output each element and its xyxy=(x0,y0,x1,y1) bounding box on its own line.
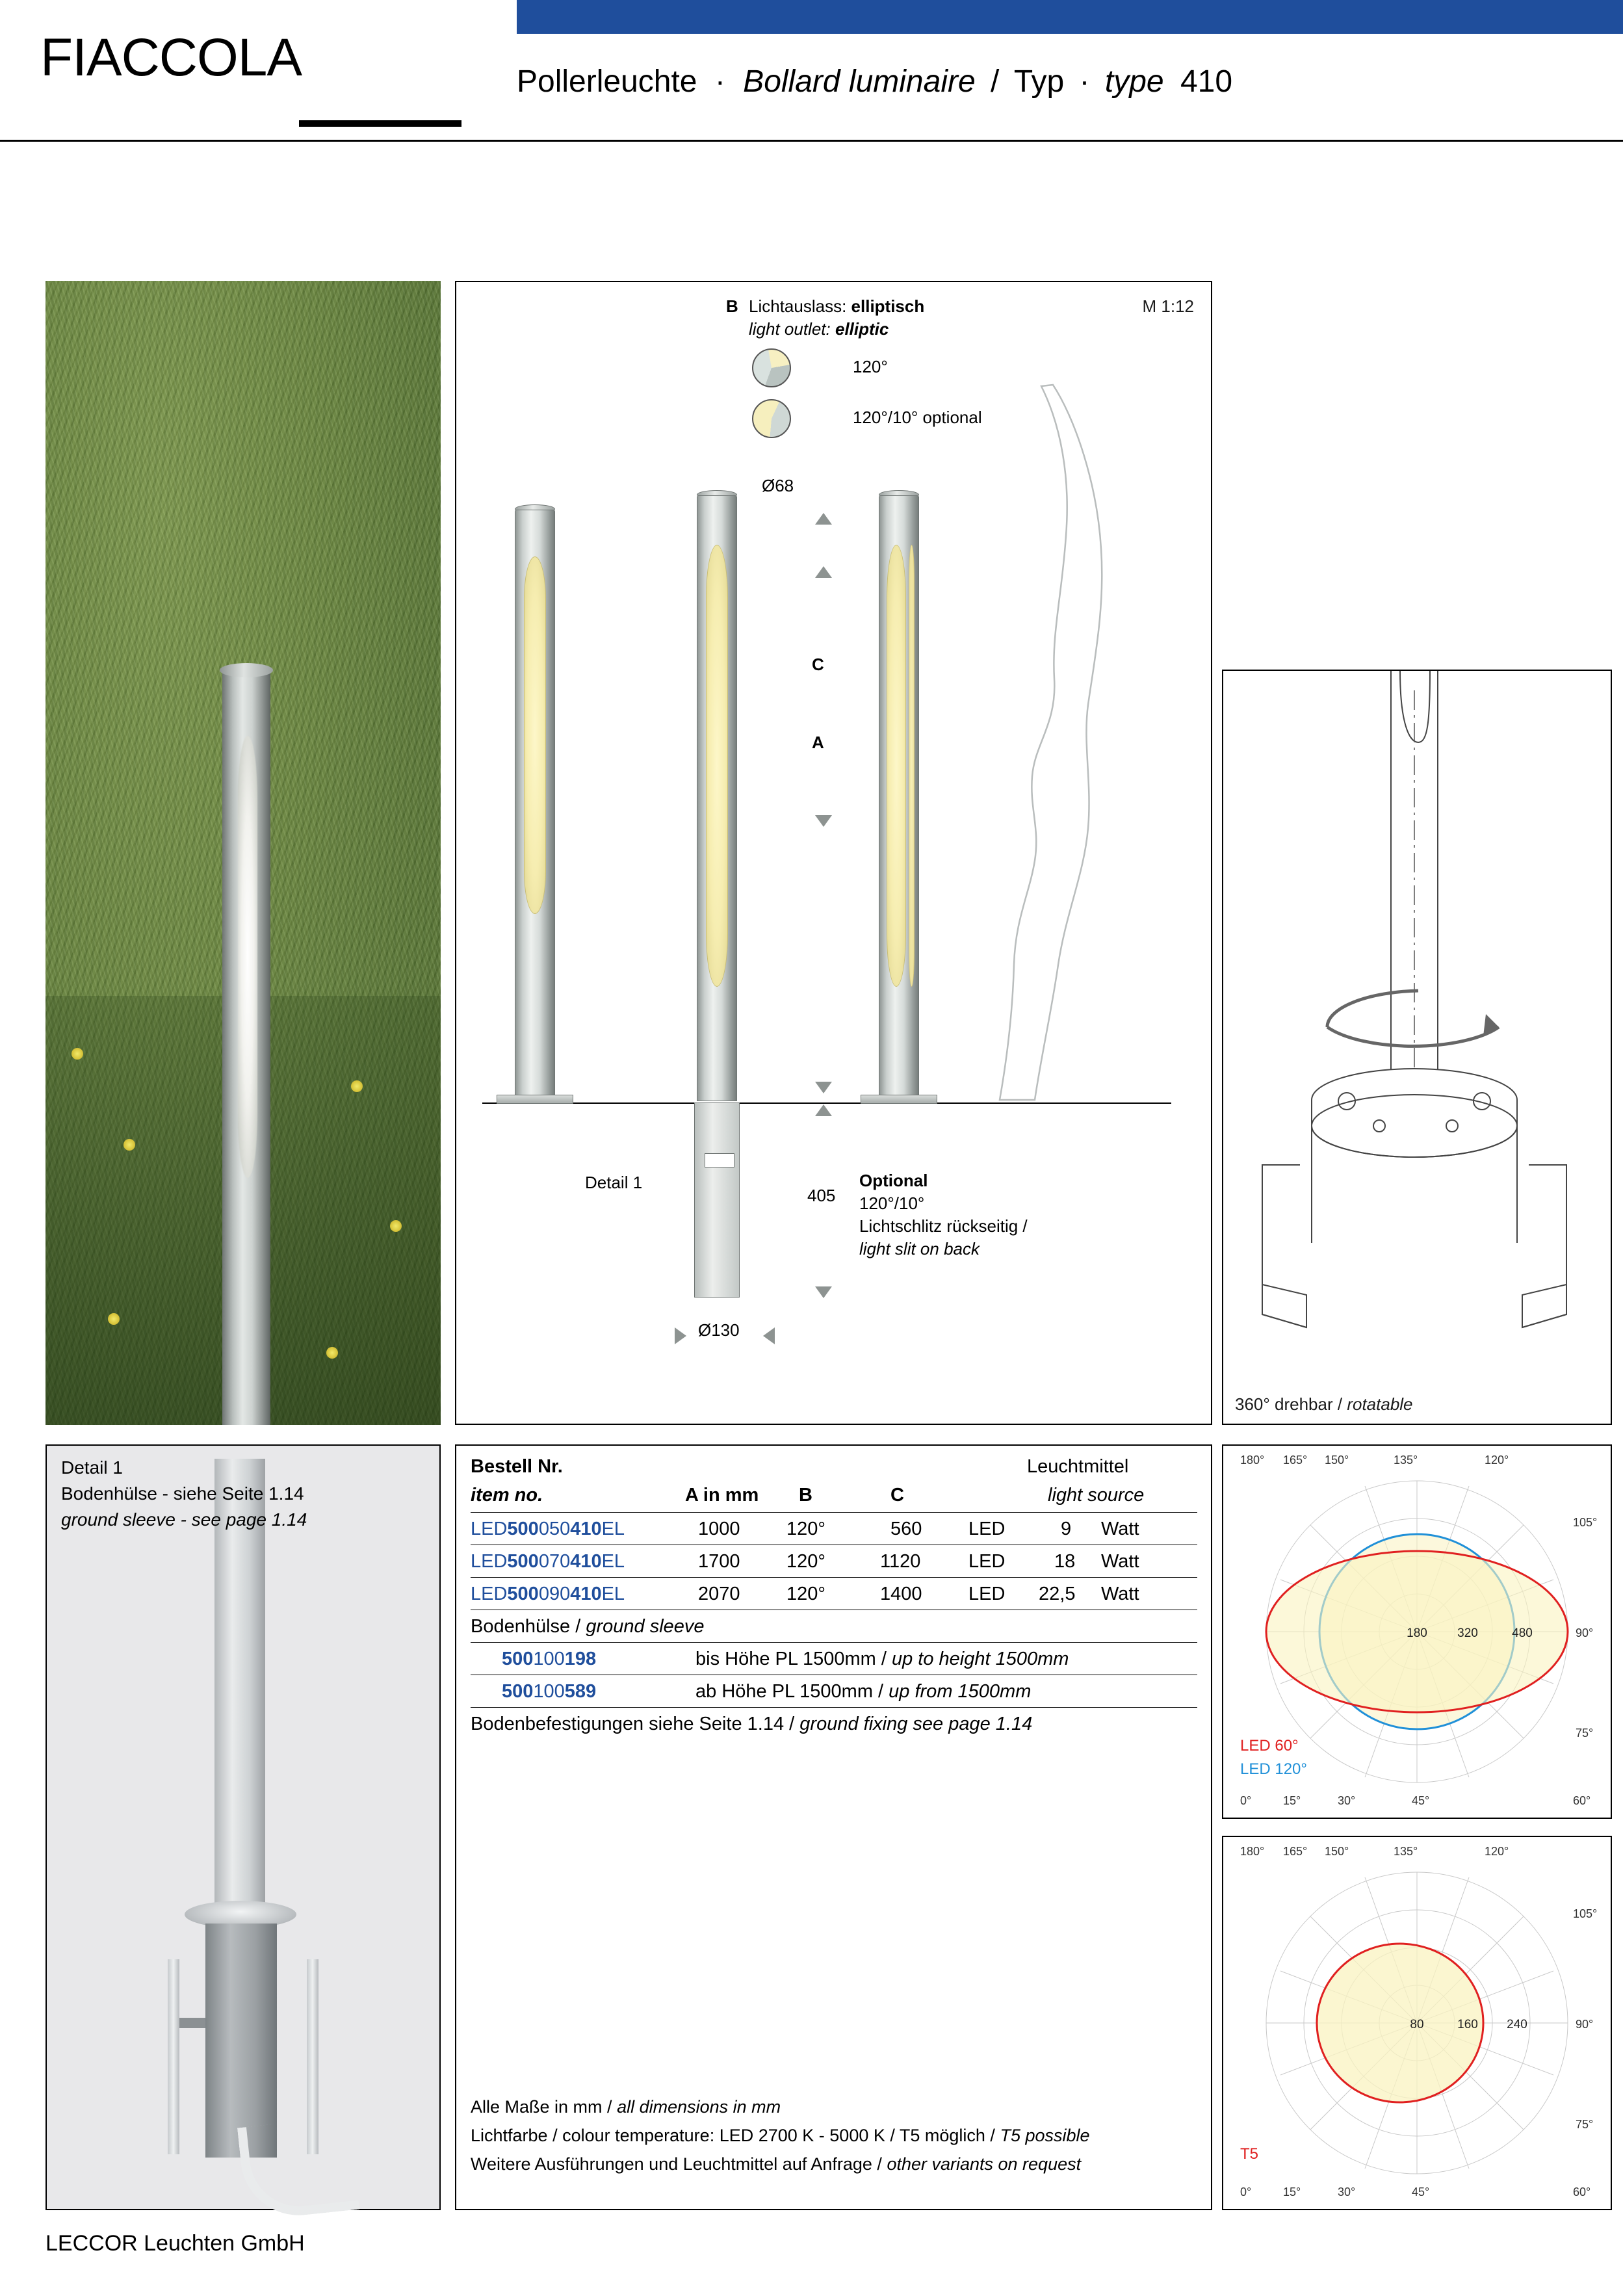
table-rule xyxy=(471,1642,1197,1643)
polar-led-angle-60: 60° xyxy=(1573,1794,1591,1807)
dandelion-icon xyxy=(123,1139,135,1151)
col-header-b: B xyxy=(799,1485,812,1506)
scale-note: M 1:12 xyxy=(1142,296,1194,316)
detail-1-line-1: Detail 1 xyxy=(61,1457,123,1478)
polar-led-angle-120: 120° xyxy=(1485,1454,1509,1467)
dim-arrow-up-icon xyxy=(815,513,832,525)
row-3-source: LED xyxy=(968,1584,1006,1604)
svg-text:80: 80 xyxy=(1410,2018,1424,2031)
svg-text:160: 160 xyxy=(1457,2018,1478,2031)
row-2-a: 1700 xyxy=(698,1551,740,1572)
note-colour-temperature-en: T5 possible xyxy=(1000,2126,1090,2145)
bollard-2-light-slot xyxy=(706,545,728,987)
code-prefix: LED xyxy=(471,1551,508,1572)
polar-led-angle-165: 165° xyxy=(1283,1454,1308,1467)
light-source-header-en: light source xyxy=(1048,1485,1145,1506)
polar-led-angle-30: 30° xyxy=(1338,1794,1356,1807)
dim-arrow-down-icon xyxy=(815,1082,832,1093)
title-de: Pollerleuchte xyxy=(517,64,697,99)
order-header-de: Bestell Nr. xyxy=(471,1456,563,1477)
legend-led-60: LED 60° xyxy=(1240,1737,1299,1755)
row-3-c: 1400 xyxy=(880,1584,922,1604)
type-de: Typ xyxy=(1013,64,1065,99)
table-row xyxy=(502,1681,596,1702)
rotatable-detail-drawing xyxy=(1223,671,1611,1424)
svg-text:180: 180 xyxy=(1407,1626,1427,1640)
detail-1-line-3: ground sleeve - see page 1.14 xyxy=(61,1509,307,1530)
sleeve-code-part-2: 100 xyxy=(533,1681,565,1702)
note-colour-temperature-de: Lichtfarbe / colour temperature: LED 2700 K - 5000 K / T5 möglich / xyxy=(471,2126,995,2145)
ground-fixing-note-de: Bodenbefestigungen siehe Seite 1.14 / xyxy=(471,1714,795,1734)
polar-diagram-t5 xyxy=(1222,1836,1612,2210)
dandelion-icon xyxy=(71,1048,83,1060)
outlet-marker: B xyxy=(726,296,738,316)
table-rule xyxy=(471,1577,1197,1578)
table-row xyxy=(471,1519,625,1540)
dim-arrow-left-icon xyxy=(763,1327,775,1344)
dim-label-c: C xyxy=(812,655,824,674)
sleeve-code-part-1: 500 xyxy=(502,1681,534,1702)
polar-t5-angle-165: 165° xyxy=(1283,1845,1308,1858)
svg-text:320: 320 xyxy=(1457,1626,1478,1640)
sleeve-code-part-3: 589 xyxy=(564,1681,597,1702)
title-separator: · xyxy=(714,64,725,99)
polar-t5-angle-45: 45° xyxy=(1412,2185,1430,2198)
code-part-4: 410 xyxy=(570,1584,602,1604)
note-dimensions xyxy=(471,2097,781,2117)
polar-led-angle-75: 75° xyxy=(1576,1727,1594,1740)
dim-arrow-down-icon xyxy=(815,815,832,827)
code-suffix: EL xyxy=(601,1519,625,1539)
svg-text:480: 480 xyxy=(1512,1626,1533,1640)
row-3-a: 2070 xyxy=(698,1584,740,1604)
beam-angle-2: 120°/10° optional xyxy=(853,408,982,427)
sleeve-code-part-2: 100 xyxy=(533,1649,565,1669)
optional-title: Optional xyxy=(859,1171,928,1190)
render-anchor-left xyxy=(168,1959,179,2154)
row-3-b: 120° xyxy=(786,1584,825,1604)
dandelion-icon xyxy=(326,1347,338,1359)
legend-led-120: LED 120° xyxy=(1240,1760,1307,1778)
polar-led-angle-15: 15° xyxy=(1283,1794,1301,1807)
photo-light-slot xyxy=(238,736,257,1178)
polar-led-angle-105: 105° xyxy=(1573,1516,1598,1529)
bollard-1-light-slot xyxy=(524,556,546,914)
row-1-source: LED xyxy=(968,1519,1006,1539)
polar-t5-angle-135: 135° xyxy=(1394,1845,1418,1858)
sleeve-row-2-desc-en: up from 1500mm xyxy=(889,1681,1032,1702)
technical-drawing-panel xyxy=(455,281,1212,1425)
polar-t5-angle-75: 75° xyxy=(1576,2118,1594,2131)
dandelion-icon xyxy=(108,1313,120,1325)
sleeve-row-1-desc xyxy=(695,1649,1069,1670)
polar-plot-t5 xyxy=(1223,1837,1611,2209)
dandelion-icon xyxy=(351,1080,363,1092)
dim-arrow-right-icon xyxy=(675,1327,686,1344)
optional-de: Lichtschlitz rückseitig / xyxy=(859,1216,1028,1236)
beam-swatch-120-10-icon xyxy=(752,399,791,438)
table-row xyxy=(502,1649,596,1670)
note-variants-en: other variants on request xyxy=(887,2154,1082,2174)
col-header-a: A in mm xyxy=(685,1485,759,1506)
note-colour-temperature xyxy=(471,2126,1090,2146)
ground-sleeve-subtitle-de: Bodenhülse xyxy=(471,1616,571,1637)
sleeve-row-1-desc-en: up to height 1500mm xyxy=(891,1649,1069,1669)
outlet-label-de: Lichtauslass: elliptisch xyxy=(749,296,925,316)
sleeve-code-part-1: 500 xyxy=(502,1649,534,1669)
rotatable-caption-en: rotatable xyxy=(1347,1394,1413,1414)
polar-t5-angle-105: 105° xyxy=(1573,1907,1598,1920)
beam-angle-1: 120° xyxy=(853,357,888,376)
photo-bollard-cap xyxy=(220,663,273,677)
light-source-header-de: Leuchtmittel xyxy=(1027,1456,1129,1477)
bollard-1-base-plate xyxy=(497,1095,573,1104)
ground-fixing-note-en: ground fixing see page 1.14 xyxy=(799,1714,1033,1734)
col-header-c: C xyxy=(890,1485,904,1506)
row-1-watt: 9 xyxy=(1061,1519,1072,1539)
ground-fixing-note xyxy=(471,1714,1032,1735)
code-part-2: 500 xyxy=(507,1551,539,1572)
figure-silhouette xyxy=(937,380,1152,1108)
ground-sleeve xyxy=(694,1102,740,1298)
polar-t5-angle-180: 180° xyxy=(1240,1845,1265,1858)
detail-1-line-2: Bodenhülse - siehe Seite 1.14 xyxy=(61,1483,304,1504)
header-divider xyxy=(0,140,1623,142)
polar-t5-angle-0: 0° xyxy=(1240,2185,1252,2198)
row-3-watt: 22,5 xyxy=(1039,1584,1076,1604)
dim-arrow-down-icon xyxy=(815,1286,832,1298)
sleeve-row-2-desc xyxy=(695,1681,1031,1702)
polar-diagram-led xyxy=(1222,1444,1612,1819)
title-en: Bollard luminaire xyxy=(743,64,976,99)
order-header-en: item no. xyxy=(471,1485,543,1506)
polar-led-angle-150: 150° xyxy=(1325,1454,1349,1467)
polar-led-angle-90: 90° xyxy=(1576,1626,1594,1639)
code-suffix: EL xyxy=(601,1551,625,1572)
legend-t5: T5 xyxy=(1240,2145,1259,2163)
table-row xyxy=(471,1584,625,1605)
row-2-b: 120° xyxy=(786,1551,825,1572)
code-part-4: 410 xyxy=(570,1551,602,1572)
row-1-a: 1000 xyxy=(698,1519,740,1539)
dim-405-label: 405 xyxy=(807,1186,836,1205)
polar-led-angle-45: 45° xyxy=(1412,1794,1430,1807)
note-dimensions-en: all dimensions in mm xyxy=(617,2097,781,2117)
note-dimensions-de: Alle Maße in mm / xyxy=(471,2097,612,2117)
product-photo xyxy=(45,281,441,1425)
sleeve-row-1-desc-de: bis Höhe PL 1500mm / xyxy=(695,1649,887,1669)
code-part-2: 500 xyxy=(507,1584,539,1604)
table-rule xyxy=(471,1512,1197,1513)
row-2-source: LED xyxy=(968,1551,1006,1572)
type-number: 410 xyxy=(1180,64,1233,99)
row-3-unit: Watt xyxy=(1101,1584,1139,1604)
render-cable xyxy=(237,2116,359,2221)
polar-t5-angle-60: 60° xyxy=(1573,2185,1591,2198)
polar-t5-angle-15: 15° xyxy=(1283,2185,1301,2198)
dim-label-a: A xyxy=(812,733,824,752)
brand-logo: FIACCOLA xyxy=(40,28,302,87)
note-variants xyxy=(471,2154,1081,2174)
table-rule xyxy=(471,1707,1197,1708)
ground-sleeve-window xyxy=(705,1153,734,1168)
sleeve-code-part-3: 198 xyxy=(564,1649,597,1669)
table-row xyxy=(471,1551,625,1572)
title-slash: / xyxy=(991,64,1000,99)
polar-t5-angle-30: 30° xyxy=(1338,2185,1356,2198)
order-table-panel xyxy=(455,1444,1212,2210)
ground-sleeve-subtitle-en: ground sleeve xyxy=(586,1616,705,1637)
code-part-3: 090 xyxy=(538,1584,571,1604)
bollard-3-light-slot xyxy=(887,545,906,987)
outlet-label-en: light outlet: elliptic xyxy=(749,319,889,339)
row-1-c: 560 xyxy=(890,1519,922,1539)
bollard-3-back-slit xyxy=(909,545,915,987)
polar-t5-angle-120: 120° xyxy=(1485,1845,1509,1858)
optional-angles: 120°/10° xyxy=(859,1194,925,1213)
row-2-c: 1120 xyxy=(880,1551,921,1572)
ground-sleeve-subtitle xyxy=(471,1616,705,1637)
code-part-4: 410 xyxy=(570,1519,602,1539)
code-part-3: 050 xyxy=(538,1519,571,1539)
ground-sleeve-subtitle-sep: / xyxy=(575,1616,581,1637)
beam-swatch-120-icon xyxy=(752,348,791,387)
dim-arrow-up-icon xyxy=(815,1104,832,1116)
polar-led-angle-180: 180° xyxy=(1240,1454,1265,1467)
rotatable-detail-panel xyxy=(1222,670,1612,1425)
note-variants-de: Weitere Ausführungen und Leuchtmittel auf Anfrage / xyxy=(471,2154,882,2174)
optional-en: light slit on back xyxy=(859,1239,980,1259)
code-prefix: LED xyxy=(471,1584,508,1604)
dandelion-icon xyxy=(390,1220,402,1232)
row-1-b: 120° xyxy=(786,1519,825,1539)
type-separator: · xyxy=(1079,64,1090,99)
code-part-3: 070 xyxy=(538,1551,571,1572)
rotatable-caption xyxy=(1235,1394,1413,1415)
row-1-unit: Watt xyxy=(1101,1519,1139,1539)
diameter-base-label: Ø130 xyxy=(698,1320,740,1340)
page-title xyxy=(517,64,1232,99)
code-suffix: EL xyxy=(601,1584,625,1604)
render-ground-sleeve xyxy=(205,1924,277,2158)
dim-arrow-up-icon xyxy=(815,566,832,578)
row-2-watt: 18 xyxy=(1054,1551,1076,1572)
code-part-2: 500 xyxy=(507,1519,539,1539)
footer-company: LECCOR Leuchten GmbH xyxy=(45,2231,305,2256)
detail-1-caption: Detail 1 xyxy=(585,1173,643,1192)
row-2-unit: Watt xyxy=(1101,1551,1139,1572)
rotatable-caption-de: 360° drehbar xyxy=(1235,1394,1333,1414)
svg-text:240: 240 xyxy=(1507,2018,1527,2031)
rotatable-caption-sep: / xyxy=(1337,1394,1343,1414)
diameter-top-label: Ø68 xyxy=(762,476,794,495)
polar-t5-angle-150: 150° xyxy=(1325,1845,1349,1858)
polar-t5-angle-90: 90° xyxy=(1576,2018,1594,2031)
polar-led-angle-135: 135° xyxy=(1394,1454,1418,1467)
type-en: type xyxy=(1104,64,1164,99)
sleeve-row-2-desc-de: ab Höhe PL 1500mm / xyxy=(695,1681,884,1702)
brand-underline xyxy=(299,120,461,127)
detail-1-panel xyxy=(45,1444,441,2210)
polar-led-angle-0: 0° xyxy=(1240,1794,1252,1807)
bollard-3-base-plate xyxy=(861,1095,937,1104)
header-accent-bar xyxy=(517,0,1623,34)
code-prefix: LED xyxy=(471,1519,508,1539)
